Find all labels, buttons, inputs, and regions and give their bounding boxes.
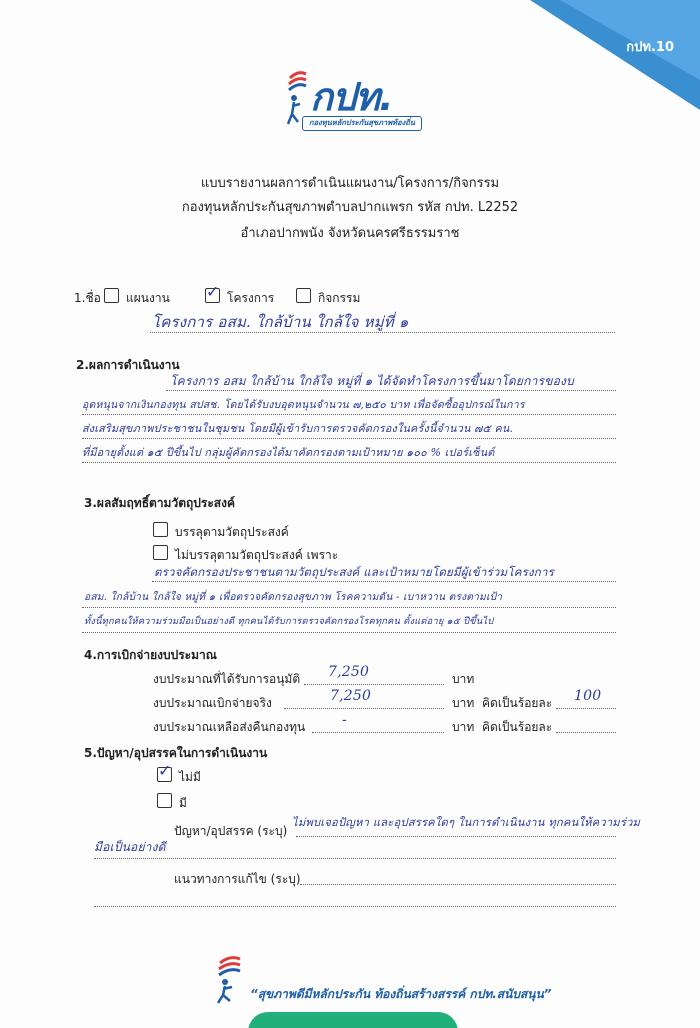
approved-budget-label: งบประมาณที่ได้รับการอนุมัติ [153,672,301,686]
spent-budget-value: 7,250 [330,688,372,704]
form-code-label: กปท.10 [626,40,674,55]
spent-budget-label: งบประมาณเบิกจ่ายจริง [153,696,272,710]
result-text-line: อุดหนุนจากเงินกองทุน สปสช. โดยได้รับงบอุดหนุนจำนวน ๗,๒๕๐ บาท เพื่อจัดซื้ออุปกรณ์ในการ [82,399,525,411]
logo-brand: กปท. [310,75,393,119]
report-title: แบบรายงานผลการดำเนินแผนงาน/โครงการ/กิจกรรม [200,176,500,191]
section5-label: 5.ปัญหา/อุปสรรคในการดำเนินงาน [84,746,268,760]
spent-budget-line [284,708,444,709]
footer-logo-icon [214,955,244,1005]
percent-label: คิดเป็นร้อยละ [482,720,553,734]
result-line-4 [82,462,616,463]
has-problem-label: มี [179,796,187,810]
problem-label: ปัญหา/อุปสรรค (ระบุ) [174,824,288,838]
no-problem-label: ไม่มี [179,770,201,784]
result-text-line: โครงการ อสม ใกล้บ้าน ใกล้ใจ หมู่ที่ ๑ ได้จัดทำโครงการขึ้นมาโดยการของบ [170,374,574,388]
section4-label: 4.การเบิกจ่ายงบประมาณ [84,648,217,662]
checkbox-has-problem[interactable] [157,793,172,808]
checkbox-activity[interactable] [296,288,311,303]
approved-budget-line [304,684,444,685]
option-activity-label: กิจกรรม [318,291,361,305]
remaining-budget-label: งบประมาณเหลือส่งคืนกองทุน [153,720,306,734]
solution-line-1 [300,884,616,885]
checkbox-achieved[interactable] [153,522,168,537]
reason-text-line: อสม. ใกล้บ้าน ใกล้ใจ หมู่ที่ ๑ เพื่อตรวจคัดกรองสุขภาพ โรคความดัน - เบาหวาน ตรงตามเป้า [84,592,503,603]
remaining-budget-value: - [342,712,347,728]
logo-tagline: กองทุนหลักประกันสุขภาพท้องถิ่น [302,116,422,131]
option-project-label: โครงการ [227,291,275,305]
percent-line [556,732,616,733]
section3-label: 3.ผลสัมฤทธิ์ตามวัตถุประสงค์ [84,496,235,510]
currency-label: บาท [452,696,475,710]
not-achieved-label: ไม่บรรลุตามวัตถุประสงค์ เพราะ [175,548,339,562]
project-name-value: โครงการ อสม. ใกล้บ้าน ใกล้ใจ หมู่ที่ ๑ [152,313,409,331]
checkbox-plan[interactable] [104,288,119,303]
reason-line-3 [82,632,616,633]
remaining-budget-line [312,732,444,733]
currency-label: บาท [452,720,475,734]
form-code-tab [530,0,700,110]
problem-text-line: ไม่พบเจอปัญหา และอุปสรรคใดๆ ในการดำเนินงาน ทุกคนให้ความร่วม [292,816,641,829]
reason-text-line: ทั้งนี้ทุกคนให้ความร่วมมือเป็นอย่างดี ทุกคนได้รับการตรวจคัดกรองโรคทุกคน ตั้งแต่อายุ ๑๕ ปีขึ้นไป [84,616,494,627]
lhsf-logo [280,64,430,140]
approved-budget-value: 7,250 [328,664,370,680]
achieved-label: บรรลุตามวัตถุประสงค์ [175,525,289,539]
spent-percent-value: 100 [574,688,602,704]
section2-label: 2.ผลการดำเนินงาน [76,358,180,372]
check-mark-icon: ✓ [206,282,220,301]
solution-line-2 [94,906,616,907]
result-text-line: ที่มีอายุตั้งแต่ ๑๕ ปีขึ้นไป กลุ่มผู้คัดกรองได้มาคัดกรองตามเป้าหมาย ๑๐๐ % เปอร์เซ็นต์ [82,446,495,459]
reason-line-2 [82,607,616,608]
problem-text-line: มือเป็นอย่างดี [94,840,166,854]
percent-label: คิดเป็นร้อยละ [482,696,553,710]
check-mark-icon: ✓ [158,761,172,780]
solution-label: แนวทางการแก้ไข (ระบุ) [174,872,301,886]
location-line: อำเภอปากพนัง จังหวัดนครศรีธรรมราช [240,226,460,241]
checkbox-not-achieved[interactable] [153,545,168,560]
result-line-3 [82,438,616,439]
problem-line-2 [94,858,616,859]
footer-slogan: “สุขภาพดีมีหลักประกัน ท้องถิ่นสร้างสรรค์ กปท.สนับสนุน” [250,987,552,1001]
percent-line [556,708,616,709]
result-line-2 [82,414,616,415]
result-text-line: ส่งเสริมสุขภาพประชาชนในชุมชน โดยมีผู้เข้ารับการตรวจคัดกรองในครั้งนี้จำนวน ๗๕ คน. [82,422,514,435]
fund-name: กองทุนหลักประกันสุขภาพตำบลปากแพรก รหัส กปท. L2252 [181,200,519,215]
currency-label: บาท [452,672,475,686]
option-plan-label: แผนงาน [126,291,170,305]
problem-line-1 [296,836,616,837]
section1-label: 1.ชื่อ [74,291,101,305]
footer-decoration [248,1012,458,1028]
reason-text-line: ตรวจคัดกรองประชาชนตามวัตถุประสงค์ และเป้าหมายโดยมีผู้เข้าร่วมโครงการ [154,565,554,579]
